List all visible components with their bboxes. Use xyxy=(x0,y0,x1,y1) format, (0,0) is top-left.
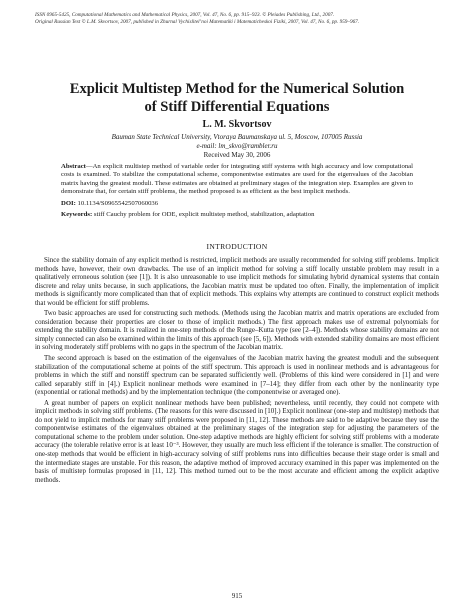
paragraph-4: A great number of papers on explicit nonlinear methods have been published; nevertheless, until recently, they could not compete with implicit methods in solving stiff problems. (The reasons for this were discussed in [10].) Explicit nonlinear (one-step and multistep) methods that do not yield to implicit methods for many stiff problems were proposed in [11, 12]. These methods are said to be adaptive because they use the componentwise estimates of the eigenvalues obtained at the preliminary stages of the integration step for adjusting the parameters of the computational scheme to the problem under solution. One-step adaptive methods are highly efficient for solving stiff problems with a moderate accuracy (the tolerable relative error is at least 10⁻³. However, they usually are much less efficient if the tolerance is smaller. The construction of one-step methods that would be efficient in high-accuracy solving of stiff problems runs into difficulties because their stage order is small and the intermediate stages are unstable. For this reason, the adaptive method of improved accuracy examined in this paper was implemented on the basis of multistep formulas proposed in [11, 12]. This method turned out to be the most accurate and efficient among the explicit adaptive methods. xyxy=(35,398,439,484)
keywords-line xyxy=(61,211,413,219)
abstract-paragraph xyxy=(61,163,413,197)
journal-header xyxy=(35,12,445,26)
page-number: 915 xyxy=(231,592,243,600)
received-date: Received May 30, 2006 xyxy=(203,151,271,160)
keywords-value: stiff Cauchy problem for ODE, explicit multistep method, stabilization, adaptation xyxy=(92,211,315,219)
doi-line xyxy=(61,200,413,208)
paragraph-1: Since the stability domain of any explicit method is restricted, implicit methods are usually recommended for solving stiff problems. Implicit methods have, however, their own drawbacks. The use of an implicit method for solving a stiff locally unstable problem may result in a qualitatively erroneous solution (see [1]). It is also unreasonable to use implicit methods for simulating hybrid dynamical systems that contain discrete and relay units because, in such applications, the Jacobian matrix must be updated too often. Finally, the implementation of implicit methods is significantly more complicated than that of explicit methods. This explains why attempts are continued to construct explicit methods that would be efficient for stiff problems. xyxy=(35,256,439,307)
paragraph-3: The second approach is based on the estimation of the eigenvalues of the Jacobian matrix having the greatest moduli and the subsequent stabilization of the computational scheme at points of the stiff spectrum. This approach is used in nonlinear methods and is advantageous for problems in which the stiff and nonstiff spectrum can be separated sufficiently well. (Problems of this kind were considered in [1] and were called separably stiff in [4].) Explicit nonlinear methods were examined in [7–14]; they differ from each other by the nonlinearity type (exponential or rational methods) and by the implementation technique (the componentwise or averaged one). xyxy=(35,354,439,397)
section-title: INTRODUCTION xyxy=(206,242,268,251)
doi-value: 10.1134/S0965542507060036 xyxy=(75,199,159,207)
affiliation-text: Bauman State Technical University, Vtoraya Baumanskaya ul. 5, Moscow, 107005 Russia xyxy=(111,133,363,141)
author-affiliation xyxy=(40,133,434,161)
title-line-2: of Stiff Differential Equations xyxy=(144,99,330,115)
author-name: L. M. Skvortsov xyxy=(202,119,272,130)
body-text xyxy=(35,256,439,486)
paragraph-2: Two basic approaches are used for constructing such methods. (Methods using the Jacobian matrix and matrix operations are excluded from consideration because their properties are closer to those of implicit methods.) The first approach makes use of extremal polynomials for extending the stability domain. It is realized in one-step methods of the Runge–Kutta type (see [2–4]). Methods whose stability domains are not simply connected can also be examined within the limits of this approach (see [5, 6]). Methods with extended stability domains are most efficient in solving moderately stiff problems with no gaps in the spectrum of the Jacobian matrix. xyxy=(35,309,439,352)
header-line-2: Original Russian Text © L.M. Skvortsov, 2007, published in Zhurnal Vychislitel’noi Matematiki i Matematicheskoi Fiziki, 2007, Vol. 47, No. 6, pp. 959–967. xyxy=(35,18,360,25)
author-email: e-mail: lm_skvo@rambler.ru xyxy=(196,142,278,151)
abstract-block xyxy=(61,163,413,219)
doi-label: DOI: xyxy=(61,199,76,207)
title-line-1: Explicit Multistep Method for the Numerical Solution xyxy=(69,81,405,97)
abstract-text: —An explicit multistep method of variable order for integrating stiff systems with high accuracy and low computational costs is examined. To stabilize the computational scheme, componentwise estimates are used for the eigenvalues of the Jacobian matrix having the greatest moduli. These estimates are obtained at preliminary stages of the integration step. Examples are given to demonstrate that, for certain stiff problems, the method proposed is as efficient as the best implicit methods. xyxy=(61,163,413,196)
abstract-label: Abstract xyxy=(61,163,86,170)
paper-title xyxy=(40,80,434,116)
keywords-label: Keywords: xyxy=(61,211,93,219)
header-line-1: ISSN 0965-5425, Computational Mathematics and Mathematical Physics, 2007, Vol. 47, No. 6, pp. 915–923. © Pleiades Publishing, Ltd., 2007. xyxy=(35,12,335,18)
